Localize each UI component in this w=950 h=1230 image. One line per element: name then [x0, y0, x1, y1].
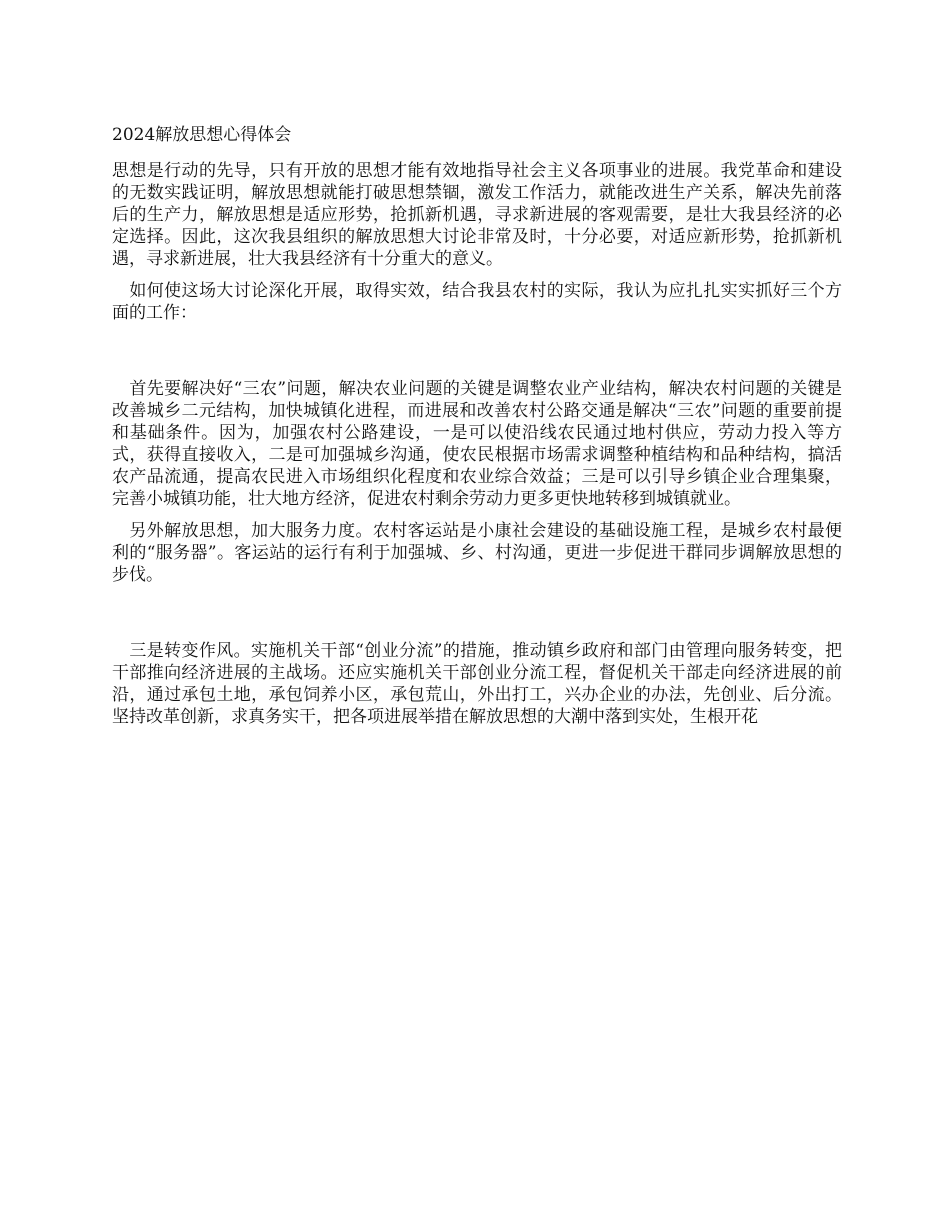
- paragraph-5: 三是转变作风。实施机关干部“创业分流”的措施，推动镇乡政府和部门由管理向服务转变，把干部推向经济进展的主战场。还应实施机关干部创业分流工程，督促机关干部走向经济进展的前沿，通过承包土地，承包饲养小区，承包荒山，外出打工，兴办企业的办法，先创业、后分流。坚持改革创新，求真务实干，把各项进展举措在解放思想的大潮中落到实处，生根开花: [112, 641, 842, 727]
- document-title: 2024解放思想心得体会: [112, 125, 292, 145]
- document-page: [112, 124, 842, 728]
- paragraph-4: 另外解放思想，加大服务力度。农村客运站是小康社会建设的基础设施工程，是城乡农村最便利的“服务器”。客运站的运行有利于加强城、乡、村沟通，更进一步促进干群同步调解放思想的步伐。: [112, 521, 842, 585]
- paragraph-2: 如何使这场大讨论深化开展，取得实效，结合我县农村的实际，我认为应扎扎实实抓好三个方面的工作：: [112, 281, 842, 323]
- paragraph-spacer: [112, 270, 842, 280]
- paragraph-spacer: [112, 510, 842, 520]
- paragraph-1: 思想是行动的先导，只有开放的思想才能有效地指导社会主义各项事业的进展。我党革命和建设的无数实践证明，解放思想就能打破思想禁锢，激发工作活力，就能改进生产关系，解决先前落后的生产力，解放思想是适应形势，抢抓新机遇，寻求新进展的客观需要，是壮大我县经济的必定选择。因此，这次我县组织的解放思想大讨论非常及时，十分必要，对适应新形势，抢抓新机遇，寻求新进展，壮大我县经济有十分重大的意义。: [112, 161, 842, 269]
- section-spacer: [112, 324, 842, 378]
- section-spacer: [112, 586, 842, 640]
- paragraph-3: 首先要解决好“三农”问题，解决农业问题的关键是调整农业产业结构，解决农村问题的关键是改善城乡二元结构，加快城镇化进程，而进展和改善农村公路交通是解决“三农”问题的重要前提和基础条件。因为，加强农村公路建设，一是可以使沿线农民通过地村供应，劳动力投入等方式，获得直接收入，二是可加强城乡沟通，使农民根据市场需求调整种植结构和品种结构，搞活农产品流通，提高农民进入市场组织化程度和农业综合效益；三是可以引导乡镇企业合理集聚，完善小城镇功能，壮大地方经济，促进农村剩余劳动力更多更快地转移到城镇就业。: [112, 379, 842, 509]
